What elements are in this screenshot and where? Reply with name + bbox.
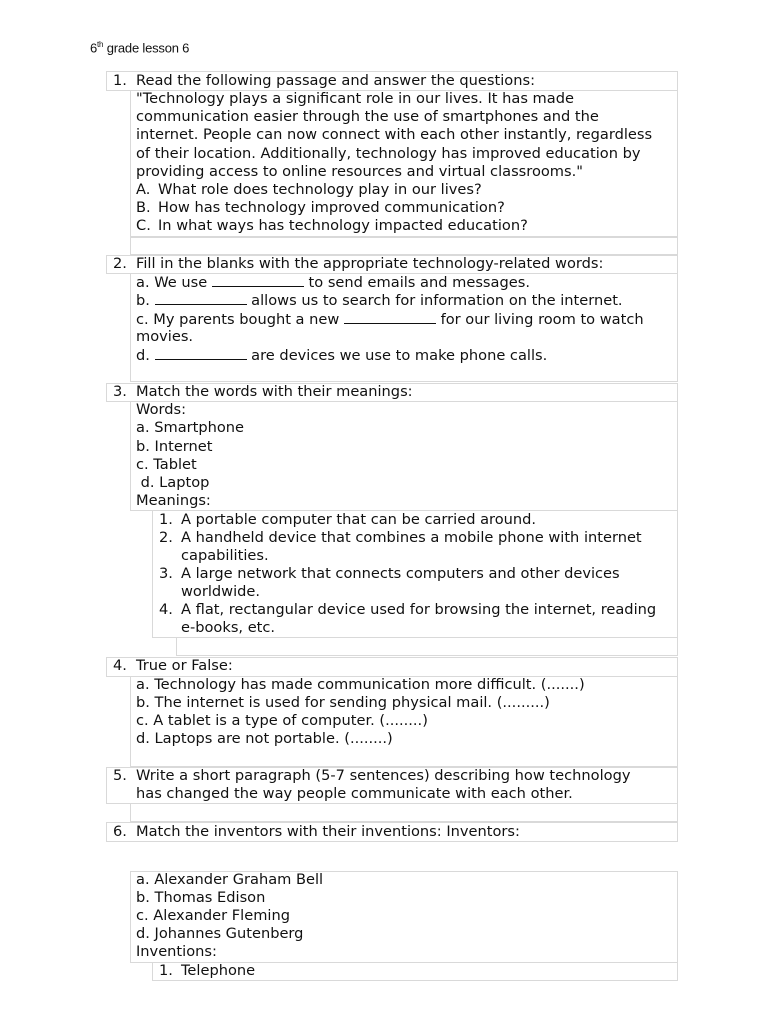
q4-item: a. Technology has made communication more difficult. (.......)	[136, 676, 585, 693]
blank-field	[344, 310, 436, 324]
q1-question-label: A.	[136, 181, 151, 198]
q2-item-c-post: for our living room to watch	[435, 311, 644, 328]
q3-meaning-text: capabilities.	[181, 547, 269, 564]
q3-meaning-text: A flat, rectangular device used for browsing the internet, reading	[181, 601, 657, 618]
blank-field	[155, 291, 247, 305]
q1-passage-line: of their location. Additionally, technology has improved education by	[136, 145, 641, 162]
q6-invention-text: Telephone	[181, 962, 256, 979]
q1-passage-line: "Technology plays a significant role in our lives. It has made	[136, 90, 574, 107]
q6-number: 6.	[113, 823, 127, 840]
q2-number: 2.	[113, 255, 127, 272]
q6-inventor: c. Alexander Fleming	[136, 907, 290, 924]
q2-item-b-post: allows us to search for information on the internet.	[246, 292, 623, 309]
q2-prompt: Fill in the blanks with the appropriate technology-related words:	[136, 255, 604, 272]
q3-answer-box	[176, 637, 678, 656]
q2-item-c	[136, 310, 644, 329]
q6-inventor: d. Johannes Gutenberg	[136, 925, 304, 942]
q3-word: c. Tablet	[136, 456, 197, 473]
q6-inventor: a. Alexander Graham Bell	[136, 871, 324, 888]
q5-text: has changed the way people communicate with each other.	[136, 785, 573, 802]
q6-invention-number: 1.	[159, 962, 173, 979]
q2-item-b	[136, 291, 623, 310]
q5-answer-box	[130, 803, 678, 822]
q3-word: d. Laptop	[136, 474, 210, 491]
q4-prompt: True or False:	[136, 657, 233, 674]
q4-item: c. A tablet is a type of computer. (........)	[136, 712, 428, 729]
q6-inventions-label: Inventions:	[136, 943, 217, 960]
q4-item: d. Laptops are not portable. (........)	[136, 730, 393, 747]
q3-meaning-number: 2.	[159, 529, 173, 546]
q1-answer-box	[130, 237, 678, 255]
q3-word: a. Smartphone	[136, 419, 245, 436]
q3-meaning-number: 1.	[159, 511, 173, 528]
q6-prompt: Match the inventors with their inventions: Inventors:	[136, 823, 520, 840]
q1-passage-line: internet. People can now connect with each other instantly, regardless	[136, 126, 653, 143]
q3-prompt: Match the words with their meanings:	[136, 383, 413, 400]
q2-item-d-post: are devices we use to make phone calls.	[246, 347, 548, 364]
q2-item-a-post: to send emails and messages.	[303, 274, 530, 291]
header-title: grade lesson 6	[103, 40, 190, 56]
q1-question-text: What role does technology play in our lives?	[158, 181, 482, 198]
q3-meaning-text: worldwide.	[181, 583, 261, 600]
blank-field	[212, 273, 304, 287]
q6-inventor: b. Thomas Edison	[136, 889, 266, 906]
q2-item-d-pre: d.	[136, 347, 155, 364]
header-grade-number: 6	[90, 40, 98, 56]
q2-item-a	[136, 273, 530, 292]
q1-question-text: In what ways has technology impacted education?	[158, 217, 528, 234]
q1-passage-line: providing access to online resources and virtual classrooms."	[136, 163, 583, 180]
q3-meaning-number: 4.	[159, 601, 173, 618]
q3-meanings-label: Meanings:	[136, 492, 211, 509]
q2-item-c-pre: c. My parents bought a new	[136, 311, 344, 328]
q1-question-label: B.	[136, 199, 151, 216]
q3-number: 3.	[113, 383, 127, 400]
q3-meaning-text: e-books, etc.	[181, 619, 276, 636]
q1-question-text: How has technology improved communication?	[158, 199, 505, 216]
q1-question-label: C.	[136, 217, 151, 234]
q2-item-a-pre: a. We use	[136, 274, 212, 291]
q3-meaning-text: A portable computer that can be carried around.	[181, 511, 537, 528]
q3-words-label: Words:	[136, 401, 187, 418]
q3-meaning-number: 3.	[159, 565, 173, 582]
q3-meaning-text: A handheld device that combines a mobile phone with internet	[181, 529, 642, 546]
q3-meaning-text: A large network that connects computers and other devices	[181, 565, 620, 582]
blank-field	[155, 346, 247, 360]
q4-number: 4.	[113, 657, 127, 674]
q3-word: b. Internet	[136, 438, 213, 455]
q5-number: 5.	[113, 767, 127, 784]
q2-item-b-pre: b.	[136, 292, 155, 309]
header-grade-suffix: th	[97, 40, 104, 49]
q1-passage-line: communication easier through the use of smartphones and the	[136, 108, 599, 125]
q1-prompt: Read the following passage and answer the questions:	[136, 72, 535, 89]
q1-number: 1.	[113, 72, 127, 89]
q5-text: Write a short paragraph (5-7 sentences) describing how technology	[136, 767, 631, 784]
page-header	[90, 40, 189, 55]
q4-item: b. The internet is used for sending physical mail. (.........)	[136, 694, 550, 711]
q2-item-d	[136, 346, 547, 365]
q2-item-c-continued: movies.	[136, 328, 194, 345]
